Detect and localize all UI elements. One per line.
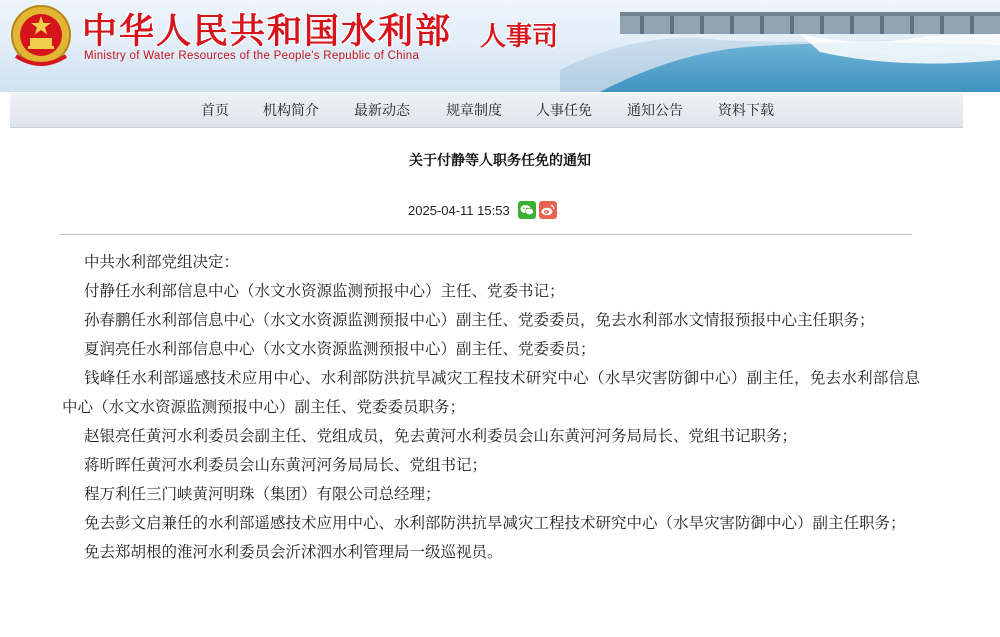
article-paragraph: 夏润亮任水利部信息中心（水文水资源监测预报中心）副主任、党委委员； xyxy=(84,341,596,358)
nav-item-news[interactable]: 最新动态 xyxy=(354,102,410,118)
nav-item-home[interactable]: 首页 xyxy=(201,102,229,118)
department-name: 人事司 xyxy=(480,22,559,52)
weibo-icon[interactable] xyxy=(539,201,557,219)
wechat-icon[interactable] xyxy=(518,201,536,219)
article-paragraph: 蒋昕晖任黄河水利委员会山东黄河河务局局长、党组书记； xyxy=(84,457,488,474)
site-banner xyxy=(0,0,1000,92)
article-paragraph: 免去彭文启兼任的水利部遥感技术应用中心、水利部防洪抗旱减灾工程技术研究中心（水旱灾害防御中心）副主任职务； xyxy=(84,515,906,532)
national-emblem-icon xyxy=(10,4,72,70)
main-nav xyxy=(10,93,963,128)
article-paragraph: 赵银亮任黄河水利委员会副主任、党组成员，免去黄河水利委员会山东黄河河务局局长、党组书记职务； xyxy=(84,428,798,445)
nav-item-notices[interactable]: 通知公告 xyxy=(627,102,683,118)
article-paragraph: 程万利任三门峡黄河明珠（集团）有限公司总经理； xyxy=(84,486,441,503)
article-meta xyxy=(408,200,560,220)
article-paragraph: 钱峰任水利部遥感技术应用中心、水利部防洪抗旱减灾工程技术研究中心（水旱灾害防御中心）副主任，免去水利部信息中心（水文水资源监测预报中心）副主任、党委委员职务； xyxy=(62,370,920,416)
ministry-name-en: Ministry of Water Resources of the People's Republic of China xyxy=(84,50,420,62)
article-body xyxy=(62,248,920,567)
article-paragraph: 中共水利部党组决定： xyxy=(84,254,240,271)
nav-item-downloads[interactable]: 资料下载 xyxy=(718,102,774,118)
title-divider xyxy=(60,234,912,235)
nav-item-regulations[interactable]: 规章制度 xyxy=(446,102,502,118)
publish-datetime: 2025-04-11 15:53 xyxy=(408,202,510,218)
article-paragraph: 免去郑胡根的淮河水利委员会沂沭泗水利管理局一级巡视员。 xyxy=(84,544,503,561)
ministry-name-cn: 中华人民共和国水利部 xyxy=(82,11,453,52)
nav-item-about[interactable]: 机构简介 xyxy=(263,102,319,118)
article-paragraph: 孙春鹏任水利部信息中心（水文水资源监测预报中心）副主任、党委委员，免去水利部水文情报预报中心主任职务； xyxy=(84,312,875,329)
article-title: 关于付静等人职务任免的通知 xyxy=(409,152,591,168)
nav-item-appointments[interactable]: 人事任免 xyxy=(536,102,592,118)
article-paragraph: 付静任水利部信息中心（水文水资源监测预报中心）主任、党委书记； xyxy=(84,283,565,300)
